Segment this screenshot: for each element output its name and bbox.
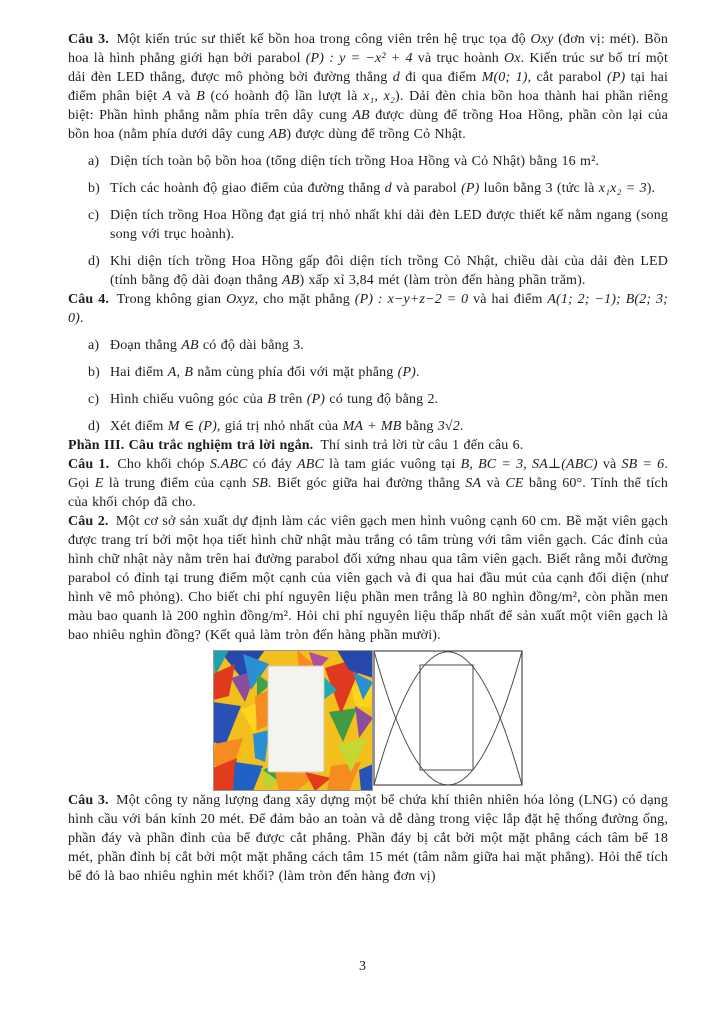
white-rectangle-motif (268, 666, 324, 772)
item-label: b) (88, 365, 100, 380)
list-item-a (68, 336, 668, 355)
question-part2-cau3: Câu 3. Một kiến trúc sư thiết kế bồn hoa trong công viên trên hệ trục tọa độ Oxy (đơn vị: mét). Bồn hoa là hình phẳng giới hạn bởi parabol (P) : y = −x² + 4 và trục hoành Ox. Kiến trúc sư bố trí một dải đèn LED thẳng, được mô phỏng bởi đường thẳng d đi qua điểm M(0; 1), cắt parabol (P) tại hai điểm phân biệt A và B (có hoành độ lần lượt là x₁, x₂). Dải đèn chia bồn hoa thành hai phần riêng biệt: Phần hình phẳng nằm phía trên dây cung AB được dùng để trồng Hoa Hồng, phần còn lại của bồn hoa (nằm phía dưới dây cung AB) được dùng để trồng Cỏ Nhật. (68, 32, 669, 142)
item-label: d) (88, 254, 100, 269)
list-item-c (68, 390, 668, 409)
item-label: a) (88, 154, 100, 169)
item-label: d) (88, 419, 100, 434)
list-item-a (68, 152, 668, 171)
tile-parabola-diagram (373, 650, 523, 786)
list-item-b (68, 179, 668, 198)
list-item-d (68, 252, 668, 290)
question-part2-cau4-items (68, 336, 668, 436)
tile-photo-mosaic (213, 650, 373, 791)
item-label: c) (88, 208, 100, 223)
item-text: Khi diện tích trồng Hoa Hồng gấp đôi diện tích trồng Cỏ Nhật, chiều dài của dải đèn LED (tính bằng độ dài đoạn thẳng AB) xấp xỉ 3,84 mét (làm tròn đến hàng phần trăm). (110, 254, 668, 288)
list-item-c (68, 206, 668, 244)
page-number: 3 (359, 959, 366, 974)
item-label: c) (88, 392, 100, 407)
item-text: Tích các hoành độ giao điểm của đường thẳng d và parabol (P) luôn bằng 3 (tức là x₁x₂ = 3). (110, 181, 656, 196)
list-item-b (68, 363, 668, 382)
item-text: Đoạn thẳng AB có độ dài bằng 3. (110, 338, 304, 353)
question-part3-cau1: Câu 1. Cho khối chóp S.ABC có đáy ABC là tam giác vuông tại B, BC = 3, SA⊥(ABC) và SB = 6. Gọi E là trung điểm của cạnh SB. Biết góc giữa hai đường thẳng SA và CE bằng 60°. Tính thể tích của khối chóp đã cho. (68, 457, 669, 510)
item-label: b) (88, 181, 100, 196)
question-part2-cau4: Câu 4. Trong không gian Oxyz, cho mặt phẳng (P) : x−y+z−2 = 0 và hai điểm A(1; 2; −1); B(2; 3; 0). (68, 292, 668, 326)
item-text: Diện tích toàn bộ bồn hoa (tổng diện tích trồng Hoa Hồng và Cỏ Nhật) bằng 16 m². (110, 154, 600, 169)
figure-row (68, 650, 668, 791)
item-text: Xét điểm M ∈ (P), giá trị nhỏ nhất của MA + MB bằng 3√2. (110, 419, 464, 434)
list-item-d (68, 417, 668, 436)
question-part3-cau3: Câu 3. Một công ty năng lượng đang xây dựng một bể chứa khí thiên nhiên hóa lỏng (LNG) có dạng hình cầu với bán kính 20 mét. Để đảm bảo an toàn và dễ dàng trong việc lắp đặt hệ thống đường ống, phần đáy và phần đỉnh của bể được cắt phẳng. Phần đáy bị cắt bởi một mặt phẳng cách tâm bể 18 mét, phần đỉnh bị cắt bởi một mặt phẳng cách tâm 15 mét (tâm nằm giữa hai mặt phẳng). Hỏi thể tích bể đó là bao nhiêu nghìn mét khối? (làm tròn đến hàng đơn vị) (68, 793, 668, 884)
item-text: Diện tích trồng Hoa Hồng đạt giá trị nhỏ nhất khi dải đèn LED được thiết kế nằm ngang (song song với trục hoành). (110, 208, 668, 242)
item-text: Hình chiếu vuông góc của B trên (P) có tung độ bằng 2. (110, 392, 439, 407)
question-part3-cau2: Câu 2. Một cơ sở sản xuất dự định làm các viên gạch men hình vuông cạnh 60 cm. Bề mặt viên gạch được trang trí bởi một họa tiết hình chữ nhật màu trắng có tâm trùng với tâm viên gạch. Các đỉnh của hình chữ nhật này nằm trên hai đường parabol đối xứng nhau qua tâm viên gạch. Biết rằng mỗi đường parabol có đỉnh tại trung điểm một cạnh của viên gạch và đi qua hai đầu mút của cạnh đối diện (như hình vẽ mô phỏng). Cho biết chi phí nguyên liệu phần men trắng là 80 nghìn đồng/m², còn phần men màu bao quanh là 200 nghìn đồng/m². Hỏi chi phí nguyên liệu thấp nhất để sản xuất một viên gạch là bao nhiêu nghìn đồng? (Kết quả làm tròn đến hàng phần mười). (68, 514, 668, 643)
question-part2-cau3-items (68, 152, 668, 290)
item-text: Hai điểm A, B nằm cùng phía đối với mặt phẳng (P). (110, 365, 420, 380)
item-label: a) (88, 338, 100, 353)
text-column (68, 30, 668, 886)
part3-header: Phần III. Câu trắc nghiệm trả lời ngắn. Thí sinh trả lời từ câu 1 đến câu 6. (68, 438, 524, 453)
